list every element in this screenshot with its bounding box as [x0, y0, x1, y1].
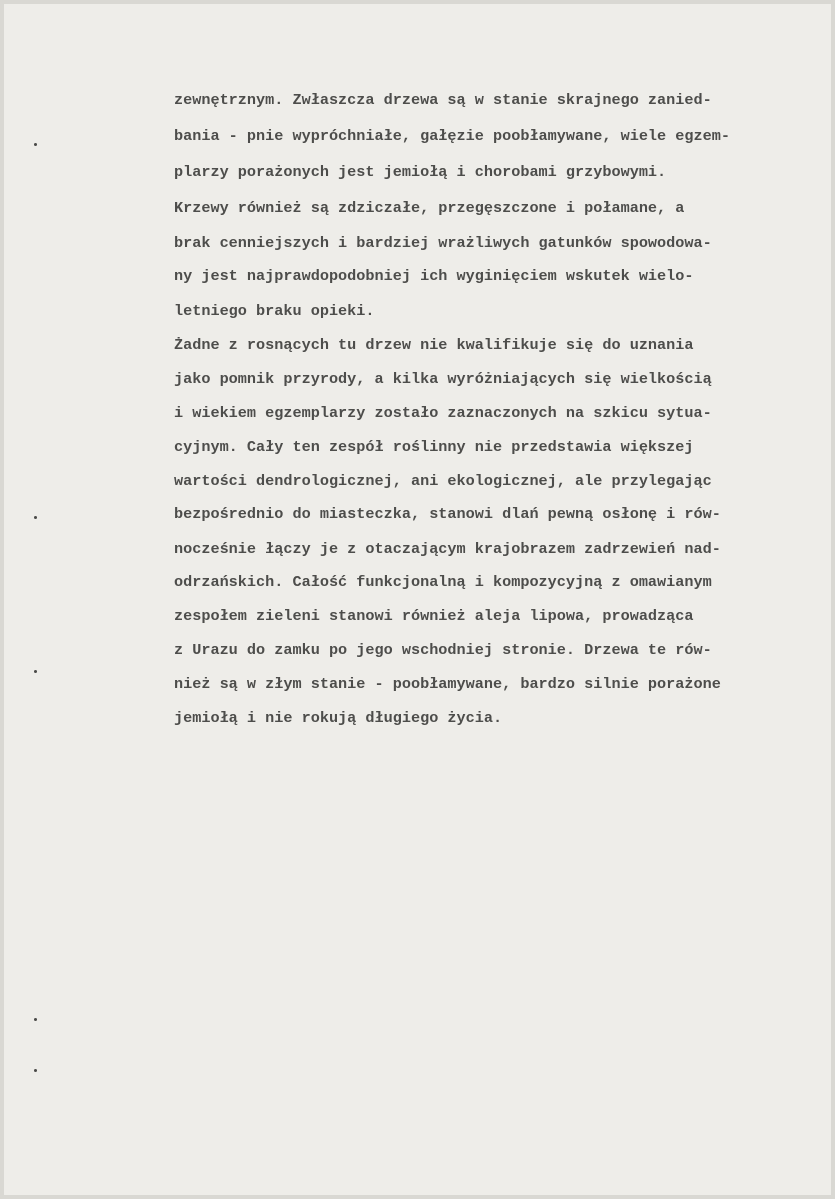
- text-line: bania - pnie wypróchniałe, gałęzie poobłamywane, wiele egzem-: [174, 127, 730, 145]
- text-line: Żadne z rosnących tu drzew nie kwalifikuje się do uznania: [174, 336, 694, 354]
- text-line: jemiołą i nie rokują długiego życia.: [174, 709, 503, 727]
- text-line: ny jest najprawdopodobniej ich wyginięciem wskutek wielo-: [174, 267, 694, 285]
- text-line: cyjnym. Cały ten zespół roślinny nie przedstawia większej: [174, 438, 694, 456]
- text-line: nocześnie łączy je z otaczającym krajobrazem zadrzewień nad-: [174, 540, 721, 558]
- text-line: letniego braku opieki.: [174, 302, 375, 320]
- binding-hole-mark: [34, 516, 37, 519]
- text-line: plarzy porażonych jest jemiołą i chorobami grzybowymi.: [174, 163, 667, 181]
- text-line: wartości dendrologicznej, ani ekologicznej, ale przylegając: [174, 472, 712, 490]
- text-line: odrzańskich. Całość funkcjonalną i kompozycyjną z omawianym: [174, 573, 712, 591]
- text-line: zewnętrznym. Zwłaszcza drzewa są w stanie skrajnego zanied-: [174, 91, 712, 109]
- binding-hole-mark: [34, 1069, 37, 1072]
- text-line: zespołem zieleni stanowi również aleja lipowa, prowadząca: [174, 607, 694, 625]
- text-line: Krzewy również są zdziczałe, przegęszczone i połamane, a: [174, 199, 685, 217]
- binding-hole-mark: [34, 670, 37, 673]
- binding-hole-mark: [34, 143, 37, 146]
- binding-hole-mark: [34, 1018, 37, 1021]
- text-line: i wiekiem egzemplarzy zostało zaznaczonych na szkicu sytua-: [174, 404, 712, 422]
- text-line: nież są w złym stanie - poobłamywane, bardzo silnie porażone: [174, 675, 721, 693]
- text-line: brak cenniejszych i bardziej wrażliwych gatunków spowodowa-: [174, 234, 712, 252]
- text-line: z Urazu do zamku po jego wschodniej stronie. Drzewa te rów-: [174, 641, 712, 659]
- text-line: bezpośrednio do miasteczka, stanowi dlań pewną osłonę i rów-: [174, 505, 721, 523]
- text-line: jako pomnik przyrody, a kilka wyróżniających się wielkością: [174, 370, 712, 388]
